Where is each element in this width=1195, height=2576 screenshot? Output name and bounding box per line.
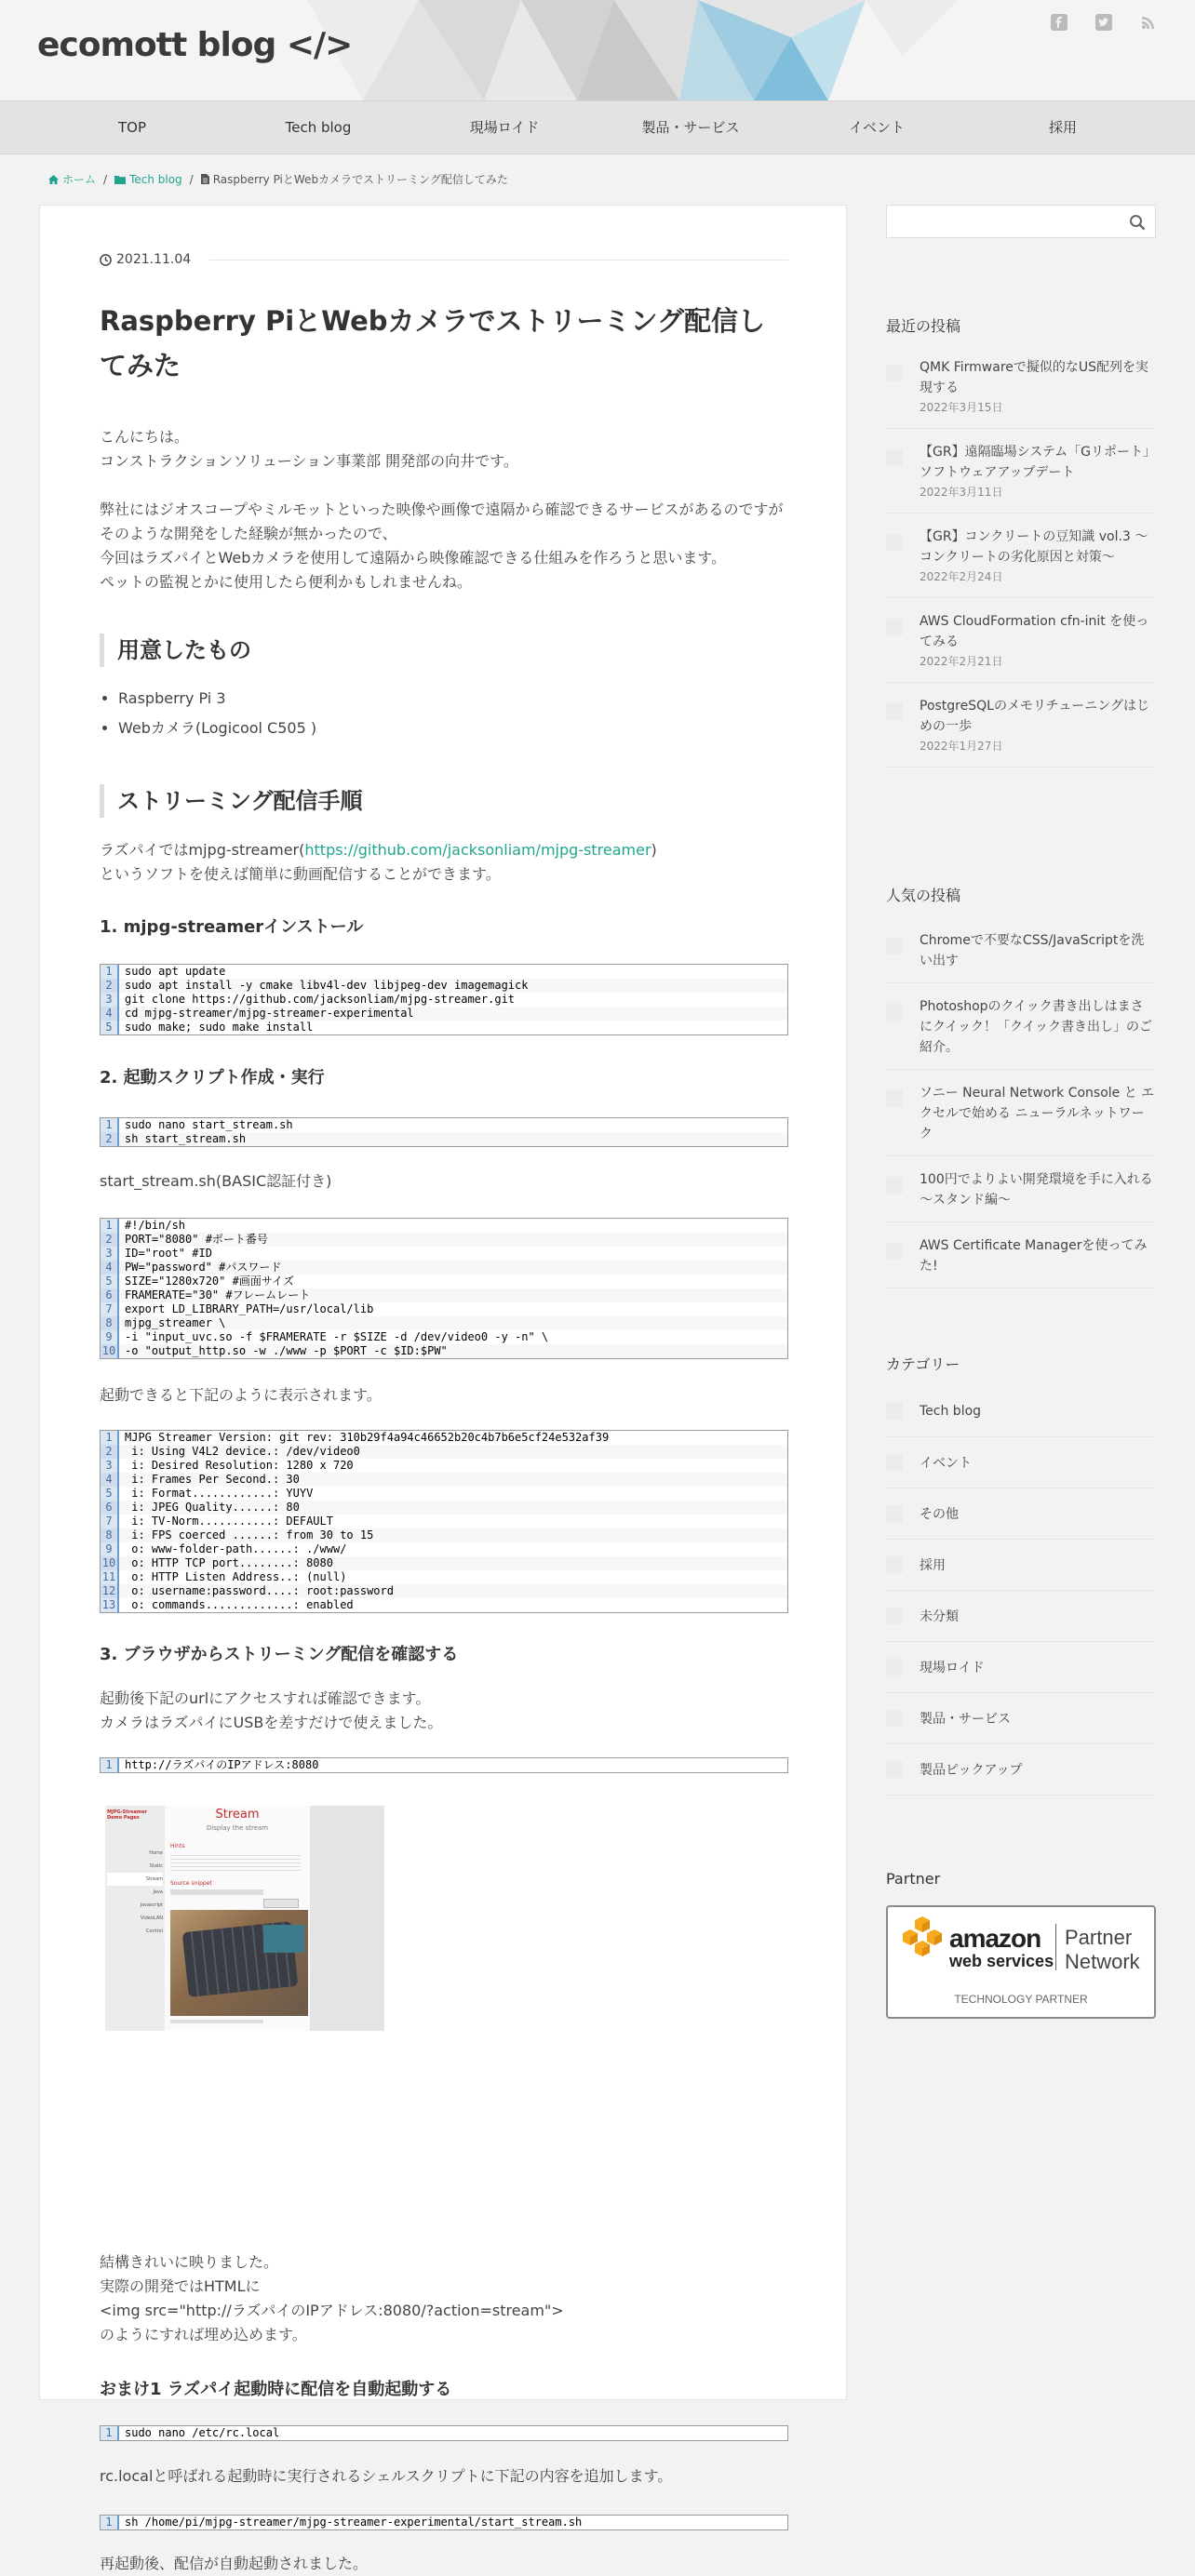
heading-steps: ストリーミング配信手順 [100,784,788,818]
code-line [101,1487,787,1501]
code-text: MJPG Streamer Version: git rev: 310b29f4a94c46652b20c4b7b6e5cf24e532af39 [125,1431,610,1444]
categories-title: カテゴリー [886,1355,960,1373]
category-label[interactable]: 採用 [920,1558,946,1573]
breadcrumb-separator: / [103,172,108,186]
line-number: 5 [101,1487,119,1501]
code-line [101,993,787,1007]
code-block-url[interactable] [100,1757,788,1773]
intro2-line: 今回はラズパイとWebカメラを使用して遠隔から映像確認できる仕組みを作ろうと思います。 [100,549,727,567]
code-text: o: username:password....: root:password [125,1584,394,1597]
breadcrumb [48,171,508,187]
line-number: 1 [101,1758,119,1772]
partner-label: Partner [1065,1926,1133,1949]
thumbnail [886,1090,903,1107]
code-text: o: HTTP Listen Address..: (null) [125,1570,347,1583]
code-line [101,1515,787,1528]
popular-post-item[interactable] [886,1222,1156,1288]
line-number: 8 [101,1528,119,1542]
recent-posts-list [886,344,1156,767]
result-line: 実際の開発ではHTMLに [100,2277,261,2295]
code-text: cd mjpg-streamer/mjpg-streamer-experimental [125,1007,414,1020]
line-number: 3 [101,993,119,1007]
breadcrumb-current: Raspberry PiとWebカメラでストリーミング配信してみた [212,173,508,186]
network-label: Network [1065,1950,1140,1973]
screenshot-sidebar-title: MJPG-Streamer Demo Pages [107,1809,147,1821]
partner-title: Partner [886,1870,941,1888]
code-text: PW="password" #パスワード [125,1261,282,1274]
recent-post-title[interactable]: QMK Firmwareで擬似的なUS配列を実現する [920,360,1149,395]
popular-post-title[interactable]: Photoshopのクイック書き出しはまさにクイック！「クイック書き出し」のご紹介。 [920,999,1153,1055]
intro2-line: ペットの監視とかに使用したら便利かもしれませんね。 [100,573,473,591]
code-line [101,1344,787,1358]
thumbnail [886,938,903,954]
line-number: 12 [101,1584,119,1598]
heading-browser: 3. ブラウザからストリーミング配信を確認する [100,1645,459,1664]
thumbnail [886,1659,903,1675]
code-text: -o "output_http.so -w ./www -p $PORT -c $ID:$PW" [125,1344,448,1357]
code-block-install[interactable] [100,964,788,1035]
stream-screenshot [105,1806,384,2031]
code-line [101,1219,787,1233]
line-number: 4 [101,1473,119,1487]
steps-text: ラズパイではmjpg-streamer( [100,841,305,859]
code-text: SIZE="1280x720" #画面サイズ [125,1275,294,1288]
line-number: 7 [101,1302,119,1316]
recent-post-date: 2022年2月21日 [920,655,1003,668]
heading-script: 2. 起動スクリプト作成・実行 [100,1068,325,1088]
webcam-frame [170,1910,308,2016]
folder-icon [114,175,126,184]
code-line [101,1758,787,1772]
thumbnail [886,619,903,635]
popular-post-item[interactable] [886,917,1156,983]
line-number: 4 [101,1007,119,1021]
line-number: 3 [101,1247,119,1261]
code-line [101,1542,787,1556]
category-item[interactable] [886,1437,1156,1488]
code-line [101,1431,787,1445]
thumbnail [886,1454,903,1471]
script-caption: start_stream.sh(BASIC認証付き) [100,1172,332,1190]
line-number: 4 [101,1261,119,1275]
list-item: • Raspberry Pi 3 [118,684,316,714]
file-icon [201,174,209,184]
code-line [101,1598,787,1612]
heading-install: 1. mjpg-streamerインストール [100,917,364,937]
code-line [101,1302,787,1316]
screenshot-nav-item: Home [149,1850,163,1856]
categories-list [886,1386,1156,1795]
screenshot-title: Stream [215,1808,260,1822]
recent-post-date: 2022年1月27日 [920,740,1003,753]
line-number: 1 [101,2516,119,2529]
code-line [101,2516,787,2529]
code-line [101,1528,787,1542]
line-number: 2 [101,1233,119,1247]
code-line [101,1459,787,1473]
thumbnail [886,534,903,551]
code-block-sh[interactable] [100,2515,788,2530]
twitter-icon[interactable] [1094,13,1113,32]
list-item: • Webカメラ(Logicool C505 ) [118,714,316,743]
category-label[interactable]: 製品・サービス [920,1712,1011,1727]
line-number: 9 [101,1330,119,1344]
rss-icon[interactable] [1139,13,1158,32]
line-number: 2 [101,1132,119,1146]
line-number: 1 [101,1219,119,1233]
category-item[interactable] [886,1386,1156,1437]
clock-icon [100,254,112,266]
screenshot-hints: Hints [170,1843,185,1849]
result-line: <img src="http://ラズパイのIPアドレス:8080/?action=stream"> [100,2302,564,2319]
screenshot-nav-item: Javascript [140,1902,163,1908]
line-number: 10 [101,1556,119,1570]
code-text: #!/bin/sh [125,1219,186,1232]
thumbnail [886,365,903,381]
recent-posts-title: 最近の投稿 [886,317,961,335]
nav-products[interactable]: 製品・サービス [641,119,740,136]
screenshot-nav-item: VideoLAN [140,1915,163,1921]
line-number: 1 [101,1431,119,1445]
screenshot-nav-item: Stream [107,1873,163,1886]
nav-events[interactable]: イベント [848,119,905,136]
line-number: 1 [101,2426,119,2440]
line-number: 11 [101,1570,119,1584]
recent-post-item[interactable] [886,598,1156,683]
category-item[interactable] [886,1540,1156,1591]
intro-line: こんにちは。 [100,428,190,446]
recent-post-date: 2022年3月15日 [920,401,1003,414]
recent-post-title[interactable]: PostgreSQLのメモリチューニングはじめの一歩 [920,699,1149,734]
steps-line [100,838,788,862]
recent-post-date: 2022年3月11日 [920,486,1003,499]
screenshot-source: Source snippet [170,1880,212,1887]
thumbnail [886,1243,903,1260]
nav-top[interactable]: TOP [117,119,146,136]
code-block-stream[interactable] [100,1218,788,1359]
code-text: http://ラズパイのIPアドレス:8080 [125,1758,319,1771]
code-text: o: HTTP TCP port........: 8080 [125,1556,333,1569]
code-text: sudo nano /etc/rc.local [125,2426,280,2439]
recent-post-item[interactable] [886,514,1156,598]
screenshot-sidebar [107,1847,163,1938]
thumbnail [886,1761,903,1778]
code-line [101,1132,787,1146]
breadcrumb-home[interactable]: ホーム [62,173,97,186]
category-item[interactable] [886,1744,1156,1795]
nav-recruit[interactable]: 採用 [1048,119,1077,136]
code-text: i: Desired Resolution: 1280 x 720 [125,1459,354,1472]
code-block-output[interactable] [100,1430,788,1613]
code-line [101,979,787,993]
code-line [101,965,787,979]
code-line [101,1118,787,1132]
popular-post-item[interactable] [886,1070,1156,1156]
code-line [101,1275,787,1288]
thumbnail [886,449,903,466]
category-item[interactable] [886,1488,1156,1540]
popular-post-title[interactable]: AWS Certificate Managerを使ってみた! [920,1238,1148,1274]
category-label[interactable]: その他 [920,1507,959,1522]
started-caption: 起動できると下記のように表示されます。 [100,1386,382,1404]
line-number: 8 [101,1316,119,1330]
screenshot-nav-item: Java [153,1889,163,1895]
code-line [101,1261,787,1275]
line-number: 2 [101,979,119,993]
rc-paragraph: rc.localと呼ばれる起動時に実行されるシェルスクリプトに下記の内容を追加します。 [100,2467,673,2485]
code-line [101,1570,787,1584]
category-label[interactable]: 未分類 [920,1609,959,1624]
code-text: mjpg_streamer \ [125,1316,226,1329]
result-line: 結構きれいに映りました。 [100,2253,279,2271]
code-text: export LD_LIBRARY_PATH=/usr/local/lib [125,1302,374,1315]
aws-brand: amazon [949,1924,1041,1953]
code-text: o: www-folder-path......: ./www/ [125,1542,347,1555]
popular-post-item[interactable] [886,1156,1156,1222]
heading-bonus: おまけ1 ラズパイ起動時に配信を自動起動する [100,2380,452,2399]
thumbnail [886,1177,903,1194]
thumbnail [886,1004,903,1021]
code-text: sudo make; sudo make install [125,1021,314,1034]
popular-post-item[interactable] [886,983,1156,1070]
screenshot-nav-item: Static [149,1863,163,1869]
popular-posts-list [886,917,1156,1288]
intro2-line: 弊社にはジオスコープやミルモットといった映像や画像で遠隔から確認できるサービスがあるのですが [100,501,784,518]
thumbnail [886,1710,903,1727]
category-label[interactable]: Tech blog [920,1404,982,1419]
popular-post-title[interactable]: ソニー Neural Network Console と エクセルで始める ニューラルネットワーク [920,1086,1155,1141]
site-logo[interactable]: ecomott blog </> [37,26,353,64]
code-line [101,1473,787,1487]
code-line [101,1288,787,1302]
code-line [101,1445,787,1459]
intro-paragraph [100,425,788,474]
code-line [101,1021,787,1034]
line-number: 9 [101,1542,119,1556]
technology-partner-label: TECHNOLOGY PARTNER [954,1993,1088,2006]
intro2-line: そのような開発をした経験が無かったので、 [100,525,397,542]
breadcrumb-category[interactable]: Tech blog [129,172,182,186]
site-header [0,0,1195,100]
nav-tech-blog[interactable]: Tech blog [285,119,352,136]
screenshot-nav-item: Control [145,1929,163,1934]
category-label[interactable]: イベント [920,1456,972,1471]
browser-line: カメラはラズパイにUSBを差すだけで使えました。 [100,1714,443,1731]
mjpg-streamer-link[interactable]: https://github.com/jacksonliam/mjpg-streamer [304,841,651,859]
result-paragraph [100,2250,788,2347]
heading-prepared: 用意したもの [100,634,788,667]
popular-post-title[interactable]: 100円でよりよい開発環境を手に入れる～スタンド編～ [920,1172,1153,1208]
thumbnail [886,703,903,720]
social-links [1050,13,1158,32]
thumbnail [886,1556,903,1573]
prepared-list [118,684,316,743]
recent-post-title[interactable]: AWS CloudFormation cfn-init を使ってみる [920,614,1149,649]
search-input[interactable] [886,205,1156,238]
aws-partner-badge[interactable] [886,1905,1156,2019]
code-text: ID="root" #ID [125,1247,212,1260]
category-label[interactable]: 製品ピックアップ [920,1763,1023,1778]
line-number: 1 [101,965,119,979]
recent-post-title[interactable]: 【GR】遠隔臨場システム「Gリポート」ソフトウェアアップデート [920,445,1150,480]
category-label[interactable]: 現場ロイド [920,1661,985,1675]
code-text: -i "input_uvc.so -f $FRAMERATE -r $SIZE -d /dev/video0 -y -n" \ [125,1330,549,1343]
line-number: 2 [101,1445,119,1459]
line-number: 5 [101,1275,119,1288]
code-text: PORT="8080" #ポート番号 [125,1233,268,1246]
code-block-script[interactable] [100,1117,788,1147]
code-line [101,1501,787,1515]
screenshot-subtitle: Display the stream [206,1824,269,1832]
code-text: i: FPS coerced ......: from 30 to 15 [125,1528,374,1542]
search-icon[interactable] [1129,214,1146,231]
thumbnail [886,1505,903,1522]
line-number: 6 [101,1501,119,1515]
category-item[interactable] [886,1591,1156,1642]
code-text: sh start_stream.sh [125,1132,247,1145]
code-line [101,1007,787,1021]
code-text: i: TV-Norm...........: DEFAULT [125,1515,333,1528]
code-line [101,1247,787,1261]
browser-paragraph [100,1687,788,1735]
code-text: o: commands.............: enabled [125,1598,354,1611]
steps-line: というソフトを使えば簡単に動画配信することができます。 [100,865,501,883]
code-line [101,1330,787,1344]
code-text: i: Using V4L2 device.: /dev/video0 [125,1445,360,1458]
steps-paragraph [100,838,788,887]
recent-post-item[interactable] [886,683,1156,767]
code-line [101,1556,787,1570]
breadcrumb-separator: / [189,172,194,186]
line-number: 7 [101,1515,119,1528]
recent-post-item[interactable] [886,429,1156,514]
intro-paragraph-2 [100,498,788,594]
post-date-row [100,252,788,267]
partner-network-label [1065,1926,1140,1974]
steps-text: ) [651,841,657,859]
recent-post-title[interactable]: 【GR】コンクリートの豆知識 vol.3 ～コンクリートの劣化原因と対策～ [920,529,1148,565]
aws-cubes-icon [899,1916,946,1969]
code-text: i: Frames Per Second.: 30 [125,1473,300,1486]
line-number: 13 [101,1598,119,1612]
facebook-icon[interactable] [1050,13,1068,32]
category-item[interactable] [886,1693,1156,1744]
aws-brand-sub: web services [949,1952,1054,1970]
result-line: のようにすれば埋め込めます。 [100,2326,307,2343]
line-number: 10 [101,1344,119,1358]
browser-line: 起動後下記のurlにアクセスすれば確認できます。 [100,1689,431,1707]
code-line [101,2426,787,2440]
code-text: i: JPEG Quality......: 80 [125,1501,300,1514]
line-number: 5 [101,1021,119,1034]
nav-genba-roid[interactable]: 現場ロイド [469,119,540,136]
line-number: 1 [101,1118,119,1132]
code-line [101,1316,787,1330]
thumbnail [886,1403,903,1420]
main-nav [0,100,1195,154]
article-card [39,205,847,2572]
popular-posts-title: 人気の投稿 [886,887,961,904]
reboot-paragraph: 再起動後、配信が自動起動されました。 [100,2555,369,2572]
code-text: i: Format............: YUYV [125,1487,314,1500]
popular-post-title[interactable]: Chromeで不要なCSS/JavaScriptを洗い出す [920,933,1145,968]
code-block-rc[interactable] [100,2425,788,2441]
recent-post-item[interactable] [886,344,1156,429]
code-text: sudo apt update [125,965,226,978]
code-text: FRAMERATE="30" #フレームレート [125,1288,311,1301]
thumbnail [886,1608,903,1624]
code-text: git clone https://github.com/jacksonliam/mjpg-streamer.git [125,993,516,1006]
code-text: sudo nano start_stream.sh [125,1118,293,1131]
code-line [101,1233,787,1247]
line-number: 6 [101,1288,119,1302]
code-text: sh /home/pi/mjpg-streamer/mjpg-streamer-experimental/start_stream.sh [125,2516,583,2529]
post-title: Raspberry PiとWebカメラでストリーミング配信してみた [100,305,765,381]
code-text: sudo apt install -y cmake libv4l-dev libjpeg-dev imagemagick [125,979,529,992]
code-line [101,1584,787,1598]
home-icon [48,175,59,184]
intro-line: コンストラクションソリューション事業部 開発部の向井です。 [100,452,518,470]
category-item[interactable] [886,1642,1156,1693]
recent-post-date: 2022年2月24日 [920,570,1003,583]
post-date: 2021.11.04 [116,252,192,267]
line-number: 3 [101,1459,119,1473]
